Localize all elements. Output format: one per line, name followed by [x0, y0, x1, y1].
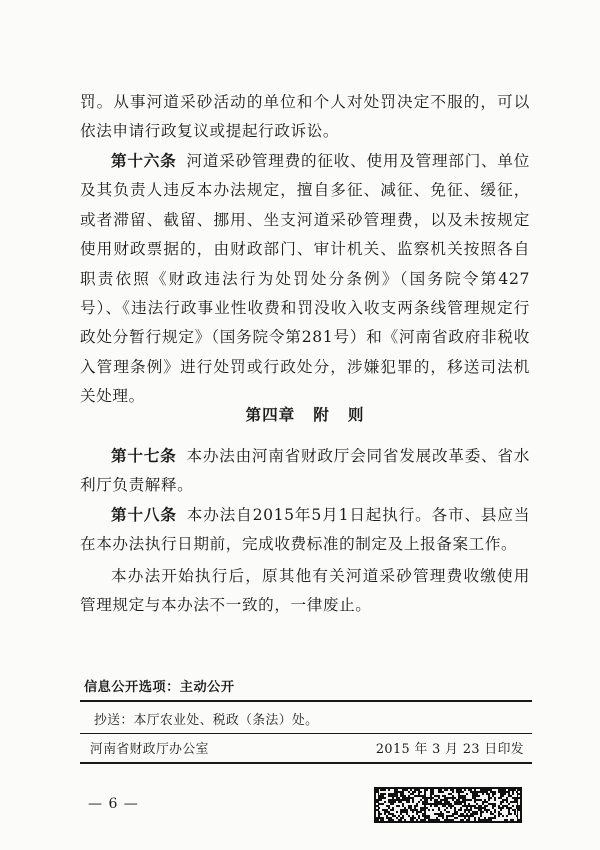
issuing-office: 河南省财政厅办公室 — [90, 742, 209, 757]
article-17 — [80, 442, 530, 501]
article-16-text: 河道采砂管理费的征收、使用及管理部门、单位及其负责人违反本办法规定，擅自多征、减征、免征、缓征，或者滞留、截留、挪用、坐支河道采砂管理费，以及未按规定使用财政票据的，由财政部门、审计机关、监察机关按照各自职责依照《财政违法行为处罚处分条例》（国务院令第427号）、《违法行政事业性收费和罚没收入收支两条线管理规定行政处分暂行规定》（国务院令第281号）和《河南省政府非税收入管理条例》进行处罚或行政处分，涉嫌犯罪的，移送司法机关处理。 — [80, 152, 530, 406]
divider-bottom — [80, 762, 532, 764]
paragraph-repeal: 本办法开始执行后，原其他有关河道采砂管理费收缴使用管理规定与本办法不一致的，一律废止。 — [80, 567, 530, 615]
article-17-label: 第十七条 — [111, 447, 177, 465]
chapter-number: 第四章 — [245, 406, 296, 424]
article-17-text: 本办法由河南省财政厅会同省发展改革委、省水利厅负责解释。 — [80, 447, 530, 495]
cc-recipients: 抄送：本厅农业处、税政（条法）处。 — [94, 713, 319, 728]
article-18-text: 本办法自2015年5月1日起执行。各市、县应当在本办法执行日期前，完成收费标准的制定及上报备案工作。 — [80, 506, 531, 554]
article-16-label: 第十六条 — [111, 152, 177, 170]
article-18-label: 第十八条 — [111, 506, 177, 524]
paragraph-penalty-appeal: 罚。从事河道采砂活动的单位和个人对处罚决定不服的，可以依法申请行政复议或提起行政诉讼。 — [80, 93, 530, 141]
chapter-title-char-2: 则 — [347, 406, 365, 424]
disclosure-option: 信息公开选项：主动公开 — [84, 680, 235, 695]
article-18 — [80, 501, 530, 560]
page-number: — 6 — — [88, 796, 139, 812]
chapter-title-char-1: 附 — [313, 406, 330, 424]
divider-middle — [80, 733, 532, 734]
article-16 — [80, 147, 530, 412]
barcode-icon — [374, 787, 522, 823]
divider-top — [80, 700, 532, 702]
issue-date: 2015 年 3 月 23 日印发 — [375, 742, 524, 757]
chapter-heading — [80, 401, 530, 430]
